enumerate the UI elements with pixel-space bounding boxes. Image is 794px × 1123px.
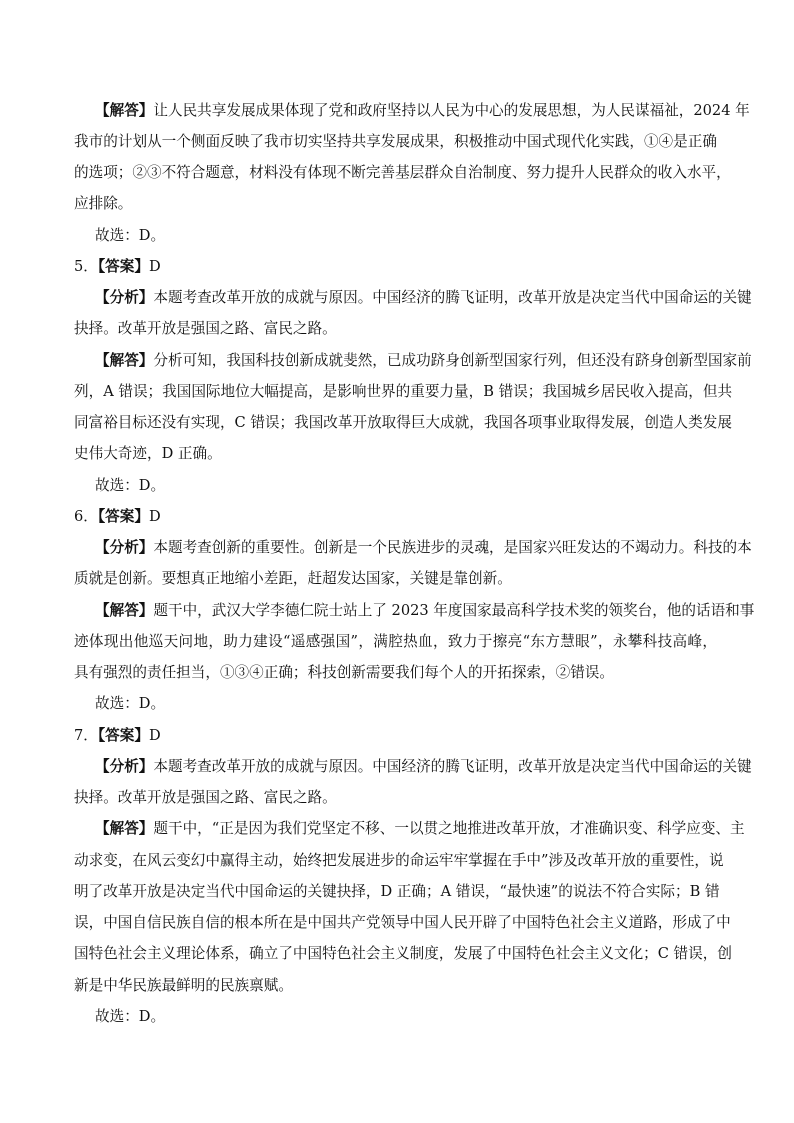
analysis-label: 【分析】 <box>95 758 154 775</box>
solution-line: 的选项；②③不符合题意，材料没有体现不断完善基层群众自治制度、努力提升人民群众的收入水平， <box>74 164 731 181</box>
conclusion: 故选：D。 <box>95 695 166 712</box>
solution-line: 国特色社会主义理论体系，确立了中国特色社会主义制度，发展了中国特色社会主义文化；C 错误，创 <box>74 945 732 962</box>
analysis-line: 抉择。改革开放是强国之路、富民之路。 <box>74 789 337 806</box>
solution-line: 【解答】题干中，“正是因为我们党坚定不移、一以贯之地推进改革开放，才准确识变、科学应变、主 <box>95 820 745 837</box>
solution-label: 【解答】 <box>95 820 154 837</box>
answer-label: 【答案】 <box>97 508 149 525</box>
answer-value: D <box>148 258 161 275</box>
question-5-answer <box>74 257 161 277</box>
solution-line: 【解答】分析可知，我国科技创新成就斐然，已成功跻身创新型国家行列，但还没有跻身创新型国家前 <box>95 352 752 369</box>
conclusion: 故选：D。 <box>95 227 166 244</box>
answer-value: D <box>148 727 161 744</box>
analysis-line: 【分析】本题考查创新的重要性。创新是一个民族进步的灵魂，是国家兴旺发达的不竭动力。科技的本 <box>95 539 752 556</box>
question-6-answer <box>74 507 161 527</box>
solution-line: 具有强烈的责任担当，①③④正确；科技创新需要我们每个人的开拓探索，②错误。 <box>74 664 614 681</box>
conclusion: 故选：D。 <box>95 477 166 494</box>
solution-line: 【解答】让人民共享发展成果体现了党和政府坚持以人民为中心的发展思想，为人民谋福祉，2024 年 <box>95 102 750 119</box>
solution-label: 【解答】 <box>95 102 154 119</box>
analysis-label: 【分析】 <box>95 289 154 306</box>
solution-line: 【解答】题干中，武汉大学李德仁院士站上了 2023 年度国家最高科学技术奖的领奖台，他的话语和事 <box>95 602 755 619</box>
solution-line: 迹体现出他巡天问地，助力建设“遥感强国”，满腔热血，致力于擦亮“东方慧眼”，永攀科技高峰， <box>74 633 717 650</box>
analysis-line: 质就是创新。要想真正地缩小差距，赶超发达国家，关键是靠创新。 <box>74 570 512 587</box>
solution-line: 新是中华民族最鲜明的民族禀赋。 <box>74 977 293 994</box>
analysis-line: 【分析】本题考查改革开放的成就与原因。中国经济的腾飞证明，改革开放是决定当代中国命运的关键 <box>95 758 752 775</box>
solution-line: 误，中国自信民族自信的根本所在是中国共产党领导中国人民开辟了中国特色社会主义道路，形成了中 <box>74 914 731 931</box>
conclusion: 故选：D。 <box>95 1008 166 1025</box>
solution-line: 动求变，在风云变幻中赢得主动，始终把发展进步的命运牢牢掌握在手中”涉及改革开放的重要性，说 <box>74 852 724 869</box>
answer-value: D <box>148 508 161 525</box>
solution-line: 列，A 错误；我国国际地位大幅提高，是影响世界的重要力量，B 错误；我国城乡居民收入提高，但共 <box>74 383 733 400</box>
analysis-label: 【分析】 <box>95 539 154 556</box>
question-number: 7． <box>74 727 98 744</box>
solution-line: 应排除。 <box>74 195 133 212</box>
solution-line: 明了改革开放是决定当代中国命运的关键抉择，D 正确；A 错误，“最快速”的说法不符合实际；B 错 <box>74 883 720 900</box>
answer-label: 【答案】 <box>97 727 149 744</box>
solution-line: 同富裕目标还没有实现，C 错误；我国改革开放取得巨大成就，我国各项事业取得发展，创造人类发展 <box>74 414 732 431</box>
question-number: 5． <box>74 258 98 275</box>
question-7-answer <box>74 726 161 746</box>
answer-label: 【答案】 <box>97 258 149 275</box>
solution-label: 【解答】 <box>95 352 154 369</box>
question-number: 6． <box>74 508 98 525</box>
solution-label: 【解答】 <box>95 602 154 619</box>
analysis-line: 抉择。改革开放是强国之路、富民之路。 <box>74 320 337 337</box>
solution-line: 我市的计划从一个侧面反映了我市切实坚持共享发展成果，积极推动中国式现代化实践，①④是正确 <box>74 133 717 150</box>
solution-line: 史伟大奇迹，D 正确。 <box>74 445 222 462</box>
analysis-line: 【分析】本题考查改革开放的成就与原因。中国经济的腾飞证明，改革开放是决定当代中国命运的关键 <box>95 289 752 306</box>
